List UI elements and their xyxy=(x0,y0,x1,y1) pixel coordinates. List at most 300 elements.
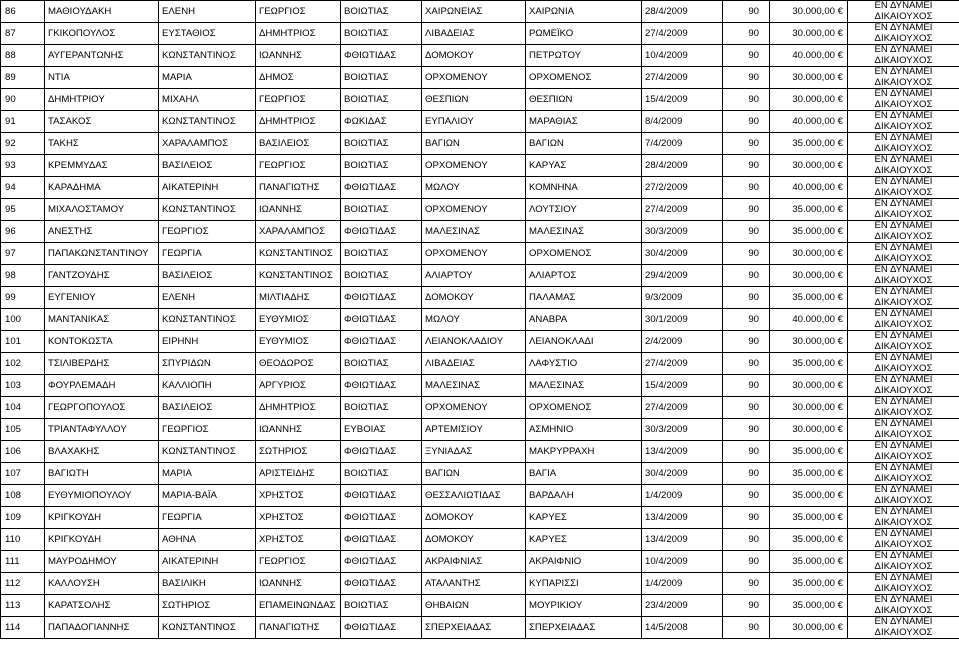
table-row xyxy=(1,551,959,573)
status-line-2: ΔΙΚΑΙΟΥΧΟΣ xyxy=(874,472,933,484)
status-line-2: ΔΙΚΑΙΟΥΧΟΣ xyxy=(874,296,933,308)
amount-cell: 35.000,00 € xyxy=(770,353,848,375)
table-row xyxy=(1,1,959,23)
amount-cell: 35.000,00 € xyxy=(770,221,848,243)
date-cell: 13/4/2009 xyxy=(642,441,723,463)
first-name-cell: ΓΕΩΡΓΙΑ xyxy=(159,507,256,529)
date-cell: 7/4/2009 xyxy=(642,133,723,155)
date-cell: 27/4/2009 xyxy=(642,397,723,419)
status-cell xyxy=(848,89,959,111)
father-name-cell: ΧΑΡΑΛΑΜΠΟΣ xyxy=(256,221,341,243)
row-number: 108 xyxy=(1,485,45,507)
date-cell: 1/4/2009 xyxy=(642,573,723,595)
hours-cell: 90 xyxy=(723,617,770,639)
status-cell xyxy=(848,331,959,353)
father-name-cell: ΘΕΟΔΩΡΟΣ xyxy=(256,353,341,375)
row-number: 101 xyxy=(1,331,45,353)
first-name-cell: ΜΑΡΙΑ-ΒΑΪΑ xyxy=(159,485,256,507)
status-line-2: ΔΙΚΑΙΟΥΧΟΣ xyxy=(874,120,933,132)
status-line-1: ΕΝ ΔΥΝΑΜΕΙ xyxy=(874,264,933,275)
hours-cell: 90 xyxy=(723,111,770,133)
father-name-cell: ΓΕΩΡΓΙΟΣ xyxy=(256,551,341,573)
hours-cell: 90 xyxy=(723,67,770,89)
first-name-cell: ΑΙΚΑΤΕΡΙΝΗ xyxy=(159,551,256,573)
row-number: 94 xyxy=(1,177,45,199)
amount-cell: 30.000,00 € xyxy=(770,67,848,89)
father-name-cell: ΔΗΜΗΤΡΙΟΣ xyxy=(256,23,341,45)
father-name-cell: ΓΕΩΡΓΙΟΣ xyxy=(256,89,341,111)
municipality-cell: ΟΡΧΟΜΕΝΟΥ xyxy=(422,397,526,419)
table-row xyxy=(1,243,959,265)
status-line-1: ΕΝ ΔΥΝΑΜΕΙ xyxy=(874,550,933,561)
prefecture-cell: ΦΘΙΩΤΙΔΑΣ xyxy=(341,573,422,595)
row-number: 103 xyxy=(1,375,45,397)
status-line-1: ΕΝ ΔΥΝΑΜΕΙ xyxy=(874,66,933,77)
status-cell xyxy=(848,595,959,617)
first-name-cell: ΒΑΣΙΛΙΚΗ xyxy=(159,573,256,595)
status-line-2: ΔΙΚΑΙΟΥΧΟΣ xyxy=(874,538,933,550)
prefecture-cell: ΦΘΙΩΤΙΔΑΣ xyxy=(341,309,422,331)
table-row xyxy=(1,397,959,419)
status-cell xyxy=(848,45,959,67)
table-row xyxy=(1,133,959,155)
prefecture-cell: ΒΟΙΩΤΙΑΣ xyxy=(341,243,422,265)
row-number: 105 xyxy=(1,419,45,441)
locality-cell: ΟΡΧΟΜΕΝΟΣ xyxy=(526,243,642,265)
status-cell xyxy=(848,133,959,155)
locality-cell: ΚΑΡΥΕΣ xyxy=(526,529,642,551)
father-name-cell: ΙΩΑΝΝΗΣ xyxy=(256,45,341,67)
date-cell: 15/4/2009 xyxy=(642,89,723,111)
father-name-cell: ΙΩΑΝΝΗΣ xyxy=(256,419,341,441)
father-name-cell: ΜΙΛΤΙΑΔΗΣ xyxy=(256,287,341,309)
hours-cell: 90 xyxy=(723,243,770,265)
amount-cell: 35.000,00 € xyxy=(770,573,848,595)
date-cell: 30/4/2009 xyxy=(642,243,723,265)
status-cell xyxy=(848,67,959,89)
amount-cell: 35.000,00 € xyxy=(770,529,848,551)
prefecture-cell: ΒΟΙΩΤΙΑΣ xyxy=(341,133,422,155)
first-name-cell: ΣΩΤΗΡΙΟΣ xyxy=(159,595,256,617)
prefecture-cell: ΒΟΙΩΤΙΑΣ xyxy=(341,67,422,89)
municipality-cell: ΔΟΜΟΚΟΥ xyxy=(422,287,526,309)
father-name-cell: ΑΡΓΥΡΙΟΣ xyxy=(256,375,341,397)
amount-cell: 30.000,00 € xyxy=(770,1,848,23)
municipality-cell: ΒΑΓΙΩΝ xyxy=(422,133,526,155)
amount-cell: 35.000,00 € xyxy=(770,507,848,529)
father-name-cell: ΕΥΘΥΜΙΟΣ xyxy=(256,309,341,331)
locality-cell: ΚΑΡΥΑΣ xyxy=(526,155,642,177)
amount-cell: 40.000,00 € xyxy=(770,111,848,133)
status-line-1: ΕΝ ΔΥΝΑΜΕΙ xyxy=(874,616,933,627)
amount-cell: 30.000,00 € xyxy=(770,23,848,45)
prefecture-cell: ΒΟΙΩΤΙΑΣ xyxy=(341,155,422,177)
status-line-2: ΔΙΚΑΙΟΥΧΟΣ xyxy=(874,164,933,176)
status-line-2: ΔΙΚΑΙΟΥΧΟΣ xyxy=(874,230,933,242)
table-row xyxy=(1,485,959,507)
surname-cell: ΒΑΓΙΩΤΗ xyxy=(45,463,159,485)
amount-cell: 35.000,00 € xyxy=(770,441,848,463)
locality-cell: ΠΑΛΑΜΑΣ xyxy=(526,287,642,309)
locality-cell: ΑΝΑΒΡΑ xyxy=(526,309,642,331)
status-cell xyxy=(848,155,959,177)
amount-cell: 40.000,00 € xyxy=(770,309,848,331)
status-cell xyxy=(848,529,959,551)
table-row xyxy=(1,265,959,287)
prefecture-cell: ΦΘΙΩΤΙΔΑΣ xyxy=(341,441,422,463)
status-line-2: ΔΙΚΑΙΟΥΧΟΣ xyxy=(874,626,933,638)
row-number: 113 xyxy=(1,595,45,617)
municipality-cell: ΟΡΧΟΜΕΝΟΥ xyxy=(422,199,526,221)
amount-cell: 30.000,00 € xyxy=(770,89,848,111)
amount-cell: 35.000,00 € xyxy=(770,463,848,485)
row-number: 87 xyxy=(1,23,45,45)
status-line-1: ΕΝ ΔΥΝΑΜΕΙ xyxy=(874,308,933,319)
prefecture-cell: ΦΘΙΩΤΙΔΑΣ xyxy=(341,177,422,199)
status-line-1: ΕΝ ΔΥΝΑΜΕΙ xyxy=(874,572,933,583)
row-number: 86 xyxy=(1,1,45,23)
hours-cell: 90 xyxy=(723,573,770,595)
surname-cell: ΤΡΙΑΝΤΑΦΥΛΛΟΥ xyxy=(45,419,159,441)
table-row xyxy=(1,529,959,551)
table-row xyxy=(1,67,959,89)
status-line-1: ΕΝ ΔΥΝΑΜΕΙ xyxy=(874,374,933,385)
status-line-1: ΕΝ ΔΥΝΑΜΕΙ xyxy=(874,22,933,33)
prefecture-cell: ΒΟΙΩΤΙΑΣ xyxy=(341,595,422,617)
first-name-cell: ΚΑΛΛΙΟΠΗ xyxy=(159,375,256,397)
municipality-cell: ΔΟΜΟΚΟΥ xyxy=(422,45,526,67)
father-name-cell: ΑΡΙΣΤΕΙΔΗΣ xyxy=(256,463,341,485)
surname-cell: ΜΑΝΤΑΝΙΚΑΣ xyxy=(45,309,159,331)
status-line-1: ΕΝ ΔΥΝΑΜΕΙ xyxy=(874,528,933,539)
hours-cell: 90 xyxy=(723,485,770,507)
status-line-2: ΔΙΚΑΙΟΥΧΟΣ xyxy=(874,76,933,88)
row-number: 93 xyxy=(1,155,45,177)
prefecture-cell: ΒΟΙΩΤΙΑΣ xyxy=(341,265,422,287)
status-line-1: ΕΝ ΔΥΝΑΜΕΙ xyxy=(874,220,933,231)
municipality-cell: ΟΡΧΟΜΕΝΟΥ xyxy=(422,155,526,177)
table-row xyxy=(1,331,959,353)
hours-cell: 90 xyxy=(723,309,770,331)
amount-cell: 30.000,00 € xyxy=(770,243,848,265)
amount-cell: 40.000,00 € xyxy=(770,45,848,67)
status-line-2: ΔΙΚΑΙΟΥΧΟΣ xyxy=(874,582,933,594)
municipality-cell: ΛΕΙΑΝΟΚΛΑΔΙΟΥ xyxy=(422,331,526,353)
locality-cell: ΧΑΙΡΩΝΙΑ xyxy=(526,1,642,23)
municipality-cell: ΜΑΛΕΣΙΝΑΣ xyxy=(422,375,526,397)
locality-cell: ΜΑΛΕΣΙΝΑΣ xyxy=(526,221,642,243)
status-cell xyxy=(848,463,959,485)
status-cell xyxy=(848,375,959,397)
locality-cell: ΘΕΣΠΙΩΝ xyxy=(526,89,642,111)
municipality-cell: ΜΑΛΕΣΙΝΑΣ xyxy=(422,221,526,243)
row-number: 104 xyxy=(1,397,45,419)
amount-cell: 30.000,00 € xyxy=(770,265,848,287)
hours-cell: 90 xyxy=(723,89,770,111)
status-cell xyxy=(848,485,959,507)
first-name-cell: ΣΠΥΡΙΔΩΝ xyxy=(159,353,256,375)
surname-cell: ΚΑΡΑΤΣΟΛΗΣ xyxy=(45,595,159,617)
status-line-2: ΔΙΚΑΙΟΥΧΟΣ xyxy=(874,98,933,110)
date-cell: 28/4/2009 xyxy=(642,155,723,177)
locality-cell: ΛΟΥΤΣΙΟΥ xyxy=(526,199,642,221)
father-name-cell: ΚΩΝΣΤΑΝΤΙΝΟΣ xyxy=(256,243,341,265)
amount-cell: 30.000,00 € xyxy=(770,331,848,353)
prefecture-cell: ΦΘΙΩΤΙΔΑΣ xyxy=(341,287,422,309)
locality-cell: ΟΡΧΟΜΕΝΟΣ xyxy=(526,397,642,419)
status-cell xyxy=(848,199,959,221)
father-name-cell: ΒΑΣΙΛΕΙΟΣ xyxy=(256,133,341,155)
father-name-cell: ΔΗΜΗΤΡΙΟΣ xyxy=(256,111,341,133)
first-name-cell: ΓΕΩΡΓΙΟΣ xyxy=(159,221,256,243)
prefecture-cell: ΦΘΙΩΤΙΔΑΣ xyxy=(341,529,422,551)
hours-cell: 90 xyxy=(723,551,770,573)
row-number: 107 xyxy=(1,463,45,485)
status-cell xyxy=(848,353,959,375)
hours-cell: 90 xyxy=(723,353,770,375)
table-row xyxy=(1,111,959,133)
status-line-2: ΔΙΚΑΙΟΥΧΟΣ xyxy=(874,516,933,528)
municipality-cell: ΑΚΡΑΙΦΝΙΑΣ xyxy=(422,551,526,573)
surname-cell: ΚΡΙΓΚΟΥΔΗ xyxy=(45,529,159,551)
status-line-2: ΔΙΚΑΙΟΥΧΟΣ xyxy=(874,10,933,22)
locality-cell: ΛΑΦΥΣΤΙΟ xyxy=(526,353,642,375)
locality-cell: ΒΑΓΙΑ xyxy=(526,463,642,485)
locality-cell: ΛΕΙΑΝΟΚΛΑΔΙ xyxy=(526,331,642,353)
date-cell: 30/3/2009 xyxy=(642,221,723,243)
date-cell: 29/4/2009 xyxy=(642,265,723,287)
hours-cell: 90 xyxy=(723,595,770,617)
hours-cell: 90 xyxy=(723,155,770,177)
row-number: 98 xyxy=(1,265,45,287)
surname-cell: ΚΡΙΓΚΟΥΔΗ xyxy=(45,507,159,529)
first-name-cell: ΕΥΣΤΑΘΙΟΣ xyxy=(159,23,256,45)
status-line-2: ΔΙΚΑΙΟΥΧΟΣ xyxy=(874,340,933,352)
surname-cell: ΤΣΙΛΙΒΕΡΔΗΣ xyxy=(45,353,159,375)
father-name-cell: ΠΑΝΑΓΙΩΤΗΣ xyxy=(256,617,341,639)
locality-cell: ΠΕΤΡΩΤΟΥ xyxy=(526,45,642,67)
first-name-cell: ΚΩΝΣΤΑΝΤΙΝΟΣ xyxy=(159,111,256,133)
status-cell xyxy=(848,617,959,639)
prefecture-cell: ΦΘΙΩΤΙΔΑΣ xyxy=(341,617,422,639)
first-name-cell: ΕΛΕΝΗ xyxy=(159,1,256,23)
surname-cell: ΑΥΓΕΡΑΝΤΩΝΗΣ xyxy=(45,45,159,67)
date-cell: 9/3/2009 xyxy=(642,287,723,309)
father-name-cell: ΚΩΝΣΤΑΝΤΙΝΟΣ xyxy=(256,265,341,287)
first-name-cell: ΓΕΩΡΓΙΑ xyxy=(159,243,256,265)
status-line-2: ΔΙΚΑΙΟΥΧΟΣ xyxy=(874,362,933,374)
date-cell: 30/4/2009 xyxy=(642,463,723,485)
status-line-1: ΕΝ ΔΥΝΑΜΕΙ xyxy=(874,198,933,209)
status-line-2: ΔΙΚΑΙΟΥΧΟΣ xyxy=(874,32,933,44)
municipality-cell: ΣΠΕΡΧΕΙΑΔΑΣ xyxy=(422,617,526,639)
municipality-cell: ΑΛΙΑΡΤΟΥ xyxy=(422,265,526,287)
table-row xyxy=(1,155,959,177)
status-line-1: ΕΝ ΔΥΝΑΜΕΙ xyxy=(874,44,933,55)
status-line-2: ΔΙΚΑΙΟΥΧΟΣ xyxy=(874,450,933,462)
hours-cell: 90 xyxy=(723,23,770,45)
prefecture-cell: ΕΥΒΟΙΑΣ xyxy=(341,419,422,441)
status-line-1: ΕΝ ΔΥΝΑΜΕΙ xyxy=(874,440,933,451)
municipality-cell: ΛΙΒΑΔΕΙΑΣ xyxy=(422,353,526,375)
table-row xyxy=(1,45,959,67)
first-name-cell: ΑΙΚΑΤΕΡΙΝΗ xyxy=(159,177,256,199)
status-cell xyxy=(848,23,959,45)
hours-cell: 90 xyxy=(723,287,770,309)
first-name-cell: ΒΑΣΙΛΕΙΟΣ xyxy=(159,397,256,419)
status-line-1: ΕΝ ΔΥΝΑΜΕΙ xyxy=(874,154,933,165)
status-cell xyxy=(848,1,959,23)
first-name-cell: ΚΩΝΣΤΑΝΤΙΝΟΣ xyxy=(159,199,256,221)
first-name-cell: ΕΛΕΝΗ xyxy=(159,287,256,309)
surname-cell: ΕΥΘΥΜΙΟΠΟΥΛΟΥ xyxy=(45,485,159,507)
prefecture-cell: ΦΘΙΩΤΙΔΑΣ xyxy=(341,221,422,243)
amount-cell: 35.000,00 € xyxy=(770,485,848,507)
father-name-cell: ΣΩΤΗΡΙΟΣ xyxy=(256,441,341,463)
date-cell: 14/5/2008 xyxy=(642,617,723,639)
date-cell: 15/4/2009 xyxy=(642,375,723,397)
locality-cell: ΒΑΓΙΩΝ xyxy=(526,133,642,155)
date-cell: 28/4/2009 xyxy=(642,1,723,23)
status-cell xyxy=(848,507,959,529)
surname-cell: ΝΤΙΑ xyxy=(45,67,159,89)
locality-cell: ΒΑΡΔΑΛΗ xyxy=(526,485,642,507)
surname-cell: ΦΟΥΡΛΕΜΑΔΗ xyxy=(45,375,159,397)
status-line-1: ΕΝ ΔΥΝΑΜΕΙ xyxy=(874,242,933,253)
status-cell xyxy=(848,243,959,265)
prefecture-cell: ΦΘΙΩΤΙΔΑΣ xyxy=(341,45,422,67)
row-number: 89 xyxy=(1,67,45,89)
surname-cell: ΤΑΚΗΣ xyxy=(45,133,159,155)
first-name-cell: ΒΑΣΙΛΕΙΟΣ xyxy=(159,155,256,177)
status-cell xyxy=(848,573,959,595)
municipality-cell: ΑΡΤΕΜΙΣΙΟΥ xyxy=(422,419,526,441)
status-cell xyxy=(848,441,959,463)
first-name-cell: ΜΑΡΙΑ xyxy=(159,463,256,485)
date-cell: 27/4/2009 xyxy=(642,67,723,89)
amount-cell: 30.000,00 € xyxy=(770,397,848,419)
surname-cell: ΓΚΙΚΟΠΟΥΛΟΣ xyxy=(45,23,159,45)
surname-cell: ΚΟΝΤΟΚΩΣΤΑ xyxy=(45,331,159,353)
amount-cell: 35.000,00 € xyxy=(770,133,848,155)
status-line-1: ΕΝ ΔΥΝΑΜΕΙ xyxy=(874,506,933,517)
hours-cell: 90 xyxy=(723,507,770,529)
first-name-cell: ΓΕΩΡΓΙΟΣ xyxy=(159,419,256,441)
status-line-1: ΕΝ ΔΥΝΑΜΕΙ xyxy=(874,176,933,187)
status-line-1: ΕΝ ΔΥΝΑΜΕΙ xyxy=(874,286,933,297)
locality-cell: ΚΟΜΝΗΝΑ xyxy=(526,177,642,199)
row-number: 91 xyxy=(1,111,45,133)
first-name-cell: ΚΩΝΣΤΑΝΤΙΝΟΣ xyxy=(159,309,256,331)
amount-cell: 30.000,00 € xyxy=(770,155,848,177)
table-row xyxy=(1,89,959,111)
municipality-cell: ΘΕΣΠΙΩΝ xyxy=(422,89,526,111)
hours-cell: 90 xyxy=(723,419,770,441)
surname-cell: ΚΑΡΑΔΗΜΑ xyxy=(45,177,159,199)
status-line-2: ΔΙΚΑΙΟΥΧΟΣ xyxy=(874,142,933,154)
table-row xyxy=(1,309,959,331)
surname-cell: ΜΙΧΑΛΟΣΤΑΜΟΥ xyxy=(45,199,159,221)
prefecture-cell: ΦΘΙΩΤΙΔΑΣ xyxy=(341,375,422,397)
amount-cell: 30.000,00 € xyxy=(770,375,848,397)
status-line-2: ΔΙΚΑΙΟΥΧΟΣ xyxy=(874,252,933,264)
status-cell xyxy=(848,309,959,331)
date-cell: 27/2/2009 xyxy=(642,177,723,199)
municipality-cell: ΞΥΝΙΑΔΑΣ xyxy=(422,441,526,463)
status-line-1: ΕΝ ΔΥΝΑΜΕΙ xyxy=(874,462,933,473)
municipality-cell: ΕΥΠΑΛΙΟΥ xyxy=(422,111,526,133)
municipality-cell: ΔΟΜΟΚΟΥ xyxy=(422,507,526,529)
municipality-cell: ΘΕΣΣΑΛΙΩΤΙΔΑΣ xyxy=(422,485,526,507)
prefecture-cell: ΦΘΙΩΤΙΔΑΣ xyxy=(341,485,422,507)
locality-cell: ΚΑΡΥΕΣ xyxy=(526,507,642,529)
father-name-cell: ΧΡΗΣΤΟΣ xyxy=(256,529,341,551)
surname-cell: ΚΑΛΛΟΥΣΗ xyxy=(45,573,159,595)
row-number: 96 xyxy=(1,221,45,243)
row-number: 95 xyxy=(1,199,45,221)
status-line-1: ΕΝ ΔΥΝΑΜΕΙ xyxy=(874,88,933,99)
status-line-2: ΔΙΚΑΙΟΥΧΟΣ xyxy=(874,208,933,220)
prefecture-cell: ΦΩΚΙΔΑΣ xyxy=(341,111,422,133)
amount-cell: 35.000,00 € xyxy=(770,287,848,309)
surname-cell: ΚΡΕΜΜΥΔΑΣ xyxy=(45,155,159,177)
locality-cell: ΜΑΡΑΘΙΑΣ xyxy=(526,111,642,133)
hours-cell: 90 xyxy=(723,529,770,551)
father-name-cell: ΧΡΗΣΤΟΣ xyxy=(256,485,341,507)
status-cell xyxy=(848,551,959,573)
table-row xyxy=(1,419,959,441)
status-line-1: ΕΝ ΔΥΝΑΜΕΙ xyxy=(874,396,933,407)
first-name-cell: ΑΘΗΝΑ xyxy=(159,529,256,551)
table-row xyxy=(1,573,959,595)
status-line-2: ΔΙΚΑΙΟΥΧΟΣ xyxy=(874,318,933,330)
surname-cell: ΠΑΠΑΚΩΝΣΤΑΝΤΙΝΟΥ xyxy=(45,243,159,265)
date-cell: 2/4/2009 xyxy=(642,331,723,353)
first-name-cell: ΚΩΝΣΤΑΝΤΙΝΟΣ xyxy=(159,441,256,463)
first-name-cell: ΕΙΡΗΝΗ xyxy=(159,331,256,353)
municipality-cell: ΜΩΛΟΥ xyxy=(422,309,526,331)
municipality-cell: ΔΟΜΟΚΟΥ xyxy=(422,529,526,551)
status-line-1: ΕΝ ΔΥΝΑΜΕΙ xyxy=(874,594,933,605)
table-row xyxy=(1,463,959,485)
municipality-cell: ΟΡΧΟΜΕΝΟΥ xyxy=(422,243,526,265)
row-number: 99 xyxy=(1,287,45,309)
hours-cell: 90 xyxy=(723,221,770,243)
date-cell: 8/4/2009 xyxy=(642,111,723,133)
locality-cell: ΑΣΜΗΝΙΟ xyxy=(526,419,642,441)
father-name-cell: ΙΩΑΝΝΗΣ xyxy=(256,199,341,221)
locality-cell: ΣΠΕΡΧΕΙΑΔΑΣ xyxy=(526,617,642,639)
status-line-2: ΔΙΚΑΙΟΥΧΟΣ xyxy=(874,274,933,286)
row-number: 111 xyxy=(1,551,45,573)
locality-cell: ΑΚΡΑΙΦΝΙΟ xyxy=(526,551,642,573)
row-number: 100 xyxy=(1,309,45,331)
date-cell: 10/4/2009 xyxy=(642,45,723,67)
status-line-1: ΕΝ ΔΥΝΑΜΕΙ xyxy=(874,352,933,363)
prefecture-cell: ΒΟΙΩΤΙΑΣ xyxy=(341,199,422,221)
prefecture-cell: ΒΟΙΩΤΙΑΣ xyxy=(341,89,422,111)
row-number: 92 xyxy=(1,133,45,155)
father-name-cell: ΓΕΩΡΓΙΟΣ xyxy=(256,1,341,23)
hours-cell: 90 xyxy=(723,375,770,397)
locality-cell: ΚΥΠΑΡΙΣΣΙ xyxy=(526,573,642,595)
municipality-cell: ΜΩΛΟΥ xyxy=(422,177,526,199)
status-line-2: ΔΙΚΑΙΟΥΧΟΣ xyxy=(874,428,933,440)
hours-cell: 90 xyxy=(723,397,770,419)
table-row xyxy=(1,375,959,397)
first-name-cell: ΜΙΧΑΗΛ xyxy=(159,89,256,111)
father-name-cell: ΔΗΜΗΤΡΙΟΣ xyxy=(256,397,341,419)
